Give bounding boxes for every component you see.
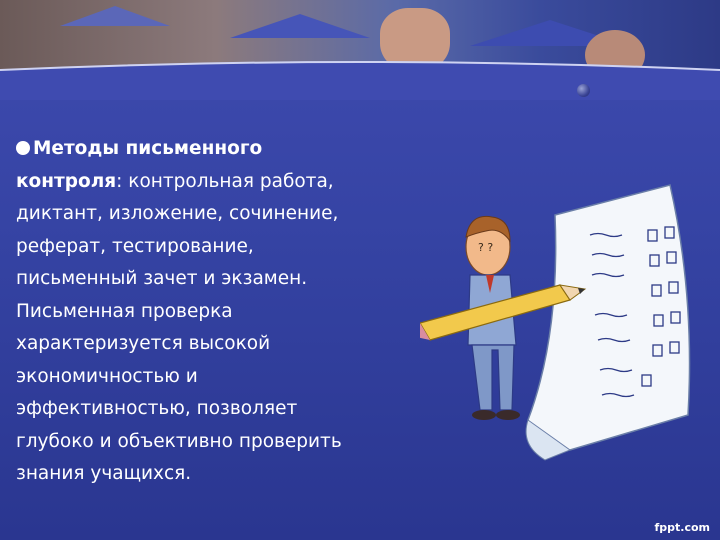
body-line: письменный зачет и экзамен. — [16, 268, 308, 289]
graduation-cap-icon — [230, 14, 370, 38]
slide-text — [16, 133, 426, 491]
brand-watermark: fppt.com — [654, 521, 710, 534]
body-line: контрольная работа, — [122, 170, 334, 192]
graduation-cap-icon — [60, 6, 170, 26]
question-marks: ? ? — [478, 241, 494, 254]
heading-bold: Методы письменного — [33, 138, 263, 159]
slide-line — [16, 166, 426, 199]
test-paper — [526, 185, 689, 460]
body-line: знания учащихся. — [16, 463, 192, 484]
body-line: глубоко и объективно проверить — [16, 430, 342, 452]
slide-line — [16, 133, 426, 166]
body-line: реферат, тестирование, — [16, 235, 254, 257]
heading-bold: контроля — [16, 170, 117, 192]
body-line: эффективностью, позволяет — [16, 398, 298, 419]
body-line: экономичностью и — [16, 365, 198, 387]
body-line: Письменная проверка — [16, 300, 233, 322]
decorative-pin-icon — [577, 84, 590, 97]
bullet-icon — [16, 141, 30, 155]
heading-colon: : — [116, 170, 123, 192]
student-with-pencil-and-test-paper-icon — [420, 175, 710, 465]
body-line: характеризуется высокой — [16, 333, 271, 354]
header-wave-divider — [0, 60, 720, 100]
body-line: диктант, изложение, сочинение, — [16, 203, 339, 224]
